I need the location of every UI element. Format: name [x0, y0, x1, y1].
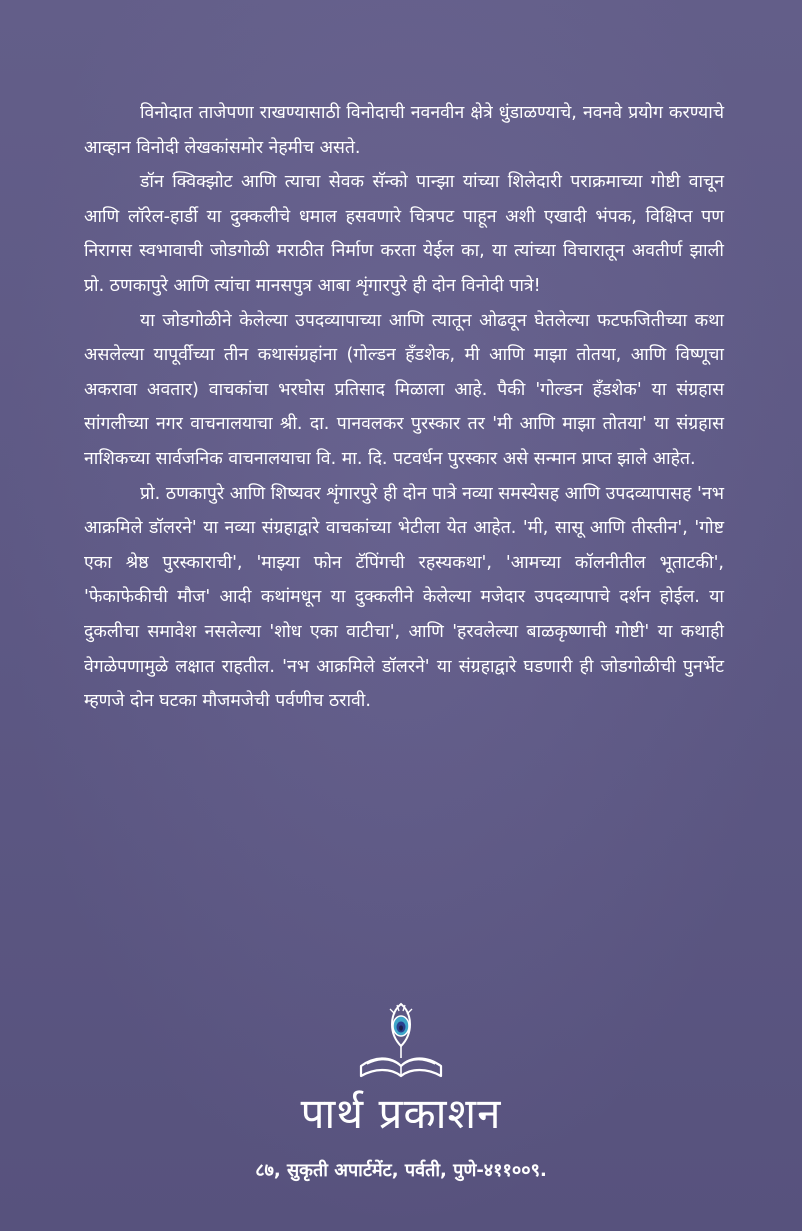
blurb-paragraph-3: या जोडगोळीने केलेल्या उपदव्यापाच्या आणि त्यातून ओढवून घेतलेल्या फटफजितीच्या कथा असलेल्या यापूर्वीच्या तीन कथासंग्रहांना (गोल्डन हँडशेक, मी आणि माझा तोतया, आणि विष्णूचा अकरावा अवतार) वाचकांचा भरघोस प्रतिसाद मिळाला आहे. पैकी 'गोल्डन हँडशेक' या संग्रहास सांगलीच्या नगर वाचनालयाचा श्री. दा. पानवलकर पुरस्कार तर 'मी आणि माझा तोतया' या संग्रहास नाशिकच्या सार्वजनिक वाचनालयाचा वि. मा. दि. पटवर्धन पुरस्कार असे सन्मान प्राप्त झाले आहेत.	[84, 310, 724, 469]
publisher-name: पार्थ प्रकाशन	[300, 1089, 502, 1138]
blurb-paragraph-2: डॉन क्विक्झोट आणि त्याचा सेवक सॅन्को पान्झा यांच्या शिलेदारी पराक्रमाच्या गोष्टी वाचून आणि लॉरेल-हार्डी या दुक्कलीचे धमाल हसवणारे चित्रपट पाहून अशी एखादी भंपक, विक्षिप्त पण निरागस स्वभावाची जोडगोळी मराठीत निर्माण करता येईल का, या त्यांच्या विचारातून अवतीर्ण झाली प्रो. ठणकापुरे आणि त्यांचा मानसपुत्र आबा शृंगारपुरे ही दोन विनोदी पात्रे!	[84, 172, 724, 296]
book-with-peacock-feather-icon	[355, 1000, 447, 1080]
blurb-text	[84, 96, 724, 719]
blurb-paragraph-4: प्रो. ठणकापुरे आणि शिष्यवर शृंगारपुरे ही दोन पात्रे नव्या समस्येसह आणि उपदव्यापासह 'नभ आक्रमिले डॉलरने' या नव्या संग्रहाद्वारे वाचकांच्या भेटीला येत आहेत. 'मी, सासू आणि तीस्तीन', 'गोष्ट एका श्रेष्ठ पुरस्काराची', 'माझ्या फोन टॅपिंगची रहस्यकथा', 'आमच्या कॉलनीतील भूताटकी', 'फेकाफेकीची मौज' आदी कथांमधून या दुक्कलीने केलेल्या मजेदार उपदव्यापाचे दर्शन होईल. या दुकलीचा समावेश नसलेल्या 'शोध एका वाटीचा', आणि 'हरवलेल्या बाळकृष्णाची गोष्टी' या कथाही वेगळेपणामुळे लक्षात राहतील. 'नभ आक्रमिले डॉलरने' या संग्रहाद्वारे घडणारी ही जोडगोळीची पुनर्भेट म्हणजे दोन घटका मौजमजेची पर्वणीच ठरावी.	[84, 483, 724, 712]
publisher-address: ८७, सुकृती अपार्टमेंट, पर्वती, पुणे-४११००९.	[255, 1160, 547, 1181]
blurb-paragraph-1: विनोदात ताजेपणा राखण्यासाठी विनोदाची नवनवीन क्षेत्रे धुंडाळण्याचे, नवनवे प्रयोग करण्याचे आव्हान विनोदी लेखकांसमोर नेहमीच असते.	[84, 103, 724, 158]
